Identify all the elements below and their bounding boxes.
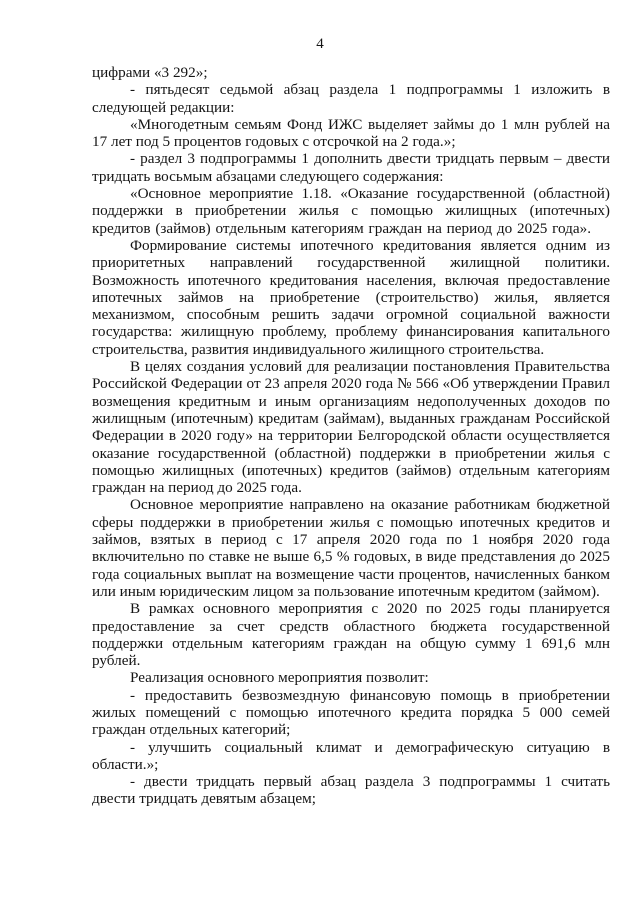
paragraph: - пятьдесят седьмой абзац раздела 1 подпрограммы 1 изложить в следующей редакции: xyxy=(92,81,610,116)
paragraph: В рамках основного мероприятия с 2020 по 2025 годы планируется предоставление за счет средств областного бюджета государственной поддержки отдельным категориям граждан на общую сумму 1 691,6 млн рублей. xyxy=(92,600,610,670)
paragraph: Реализация основного мероприятия позволит: xyxy=(130,669,429,687)
paragraph: цифрами «3 292»; xyxy=(92,64,208,81)
paragraph: - раздел 3 подпрограммы 1 дополнить двести тридцать первым – двести тридцать восьмым абзацами следующего содержания: xyxy=(92,150,610,185)
paragraph: Формирование системы ипотечного кредитования является одним из приоритетных направлений государственной жилищной политики. Возможность ипотечного кредитования населения, включая предоставление ипотечных займов на приобретение (строительство) жилья, является механизмом, способным решить задачи огромной социальной важности государства: жилищную проблему, проблему финансирования капитального строительства, развития индивидуального жилищного строительства. xyxy=(92,236,610,358)
page-number: 4 xyxy=(316,36,324,52)
paragraph: - двести тридцать первый абзац раздела 3 подпрограммы 1 считать двести тридцать девятым абзацем; xyxy=(92,773,610,808)
paragraph: - улучшить социальный климат и демографическую ситуацию в области.»; xyxy=(92,738,610,773)
paragraph: - предоставить безвозмездную финансовую помощь в приобретении жилых помещений с помощью ипотечного кредита порядка 5 000 семей граждан отдельных категорий; xyxy=(92,686,610,739)
paragraph: В целях создания условий для реализации постановления Правительства Российской Федерации от 23 апреля 2020 года № 566 «Об утверждении Правил возмещения кредитным и иным организациям недополученных доходов по жилищным (ипотечным) кредитам (займам), выданных гражданам Российской Федерации в 2020 году» на территории Белгородской области осуществляется оказание государственной (областной) поддержки в приобретении жилья с помощью жилищных (ипотечных) кредитов (займов) отдельным категориям граждан на период до 2025 года. xyxy=(92,358,610,497)
paragraph: «Многодетным семьям Фонд ИЖС выделяет займы до 1 млн рублей на 17 лет под 5 процентов годовых с отсрочкой на 2 года.»; xyxy=(92,115,610,151)
paragraph: Основное мероприятие направлено на оказание работникам бюджетной сферы поддержки в приобретении жилья с помощью ипотечных кредитов и займов, взятых в период с 17 апреля 2020 года по 1 ноября 2020 года включительно по ставке не выше 6,5 % годовых, в виде представления до 2025 года социальных выплат на возмещение части процентов, начисленных банком или иным юридическим лицом за пользование ипотечным кредитом (займом). xyxy=(92,496,610,600)
paragraph: «Основное мероприятие 1.18. «Оказание государственной (областной) поддержки в приобретении жилья с помощью жилищных (ипотечных) кредитов (займов) отдельным категориям граждан на период до 2025 года». xyxy=(92,185,610,237)
document-body xyxy=(92,64,610,808)
